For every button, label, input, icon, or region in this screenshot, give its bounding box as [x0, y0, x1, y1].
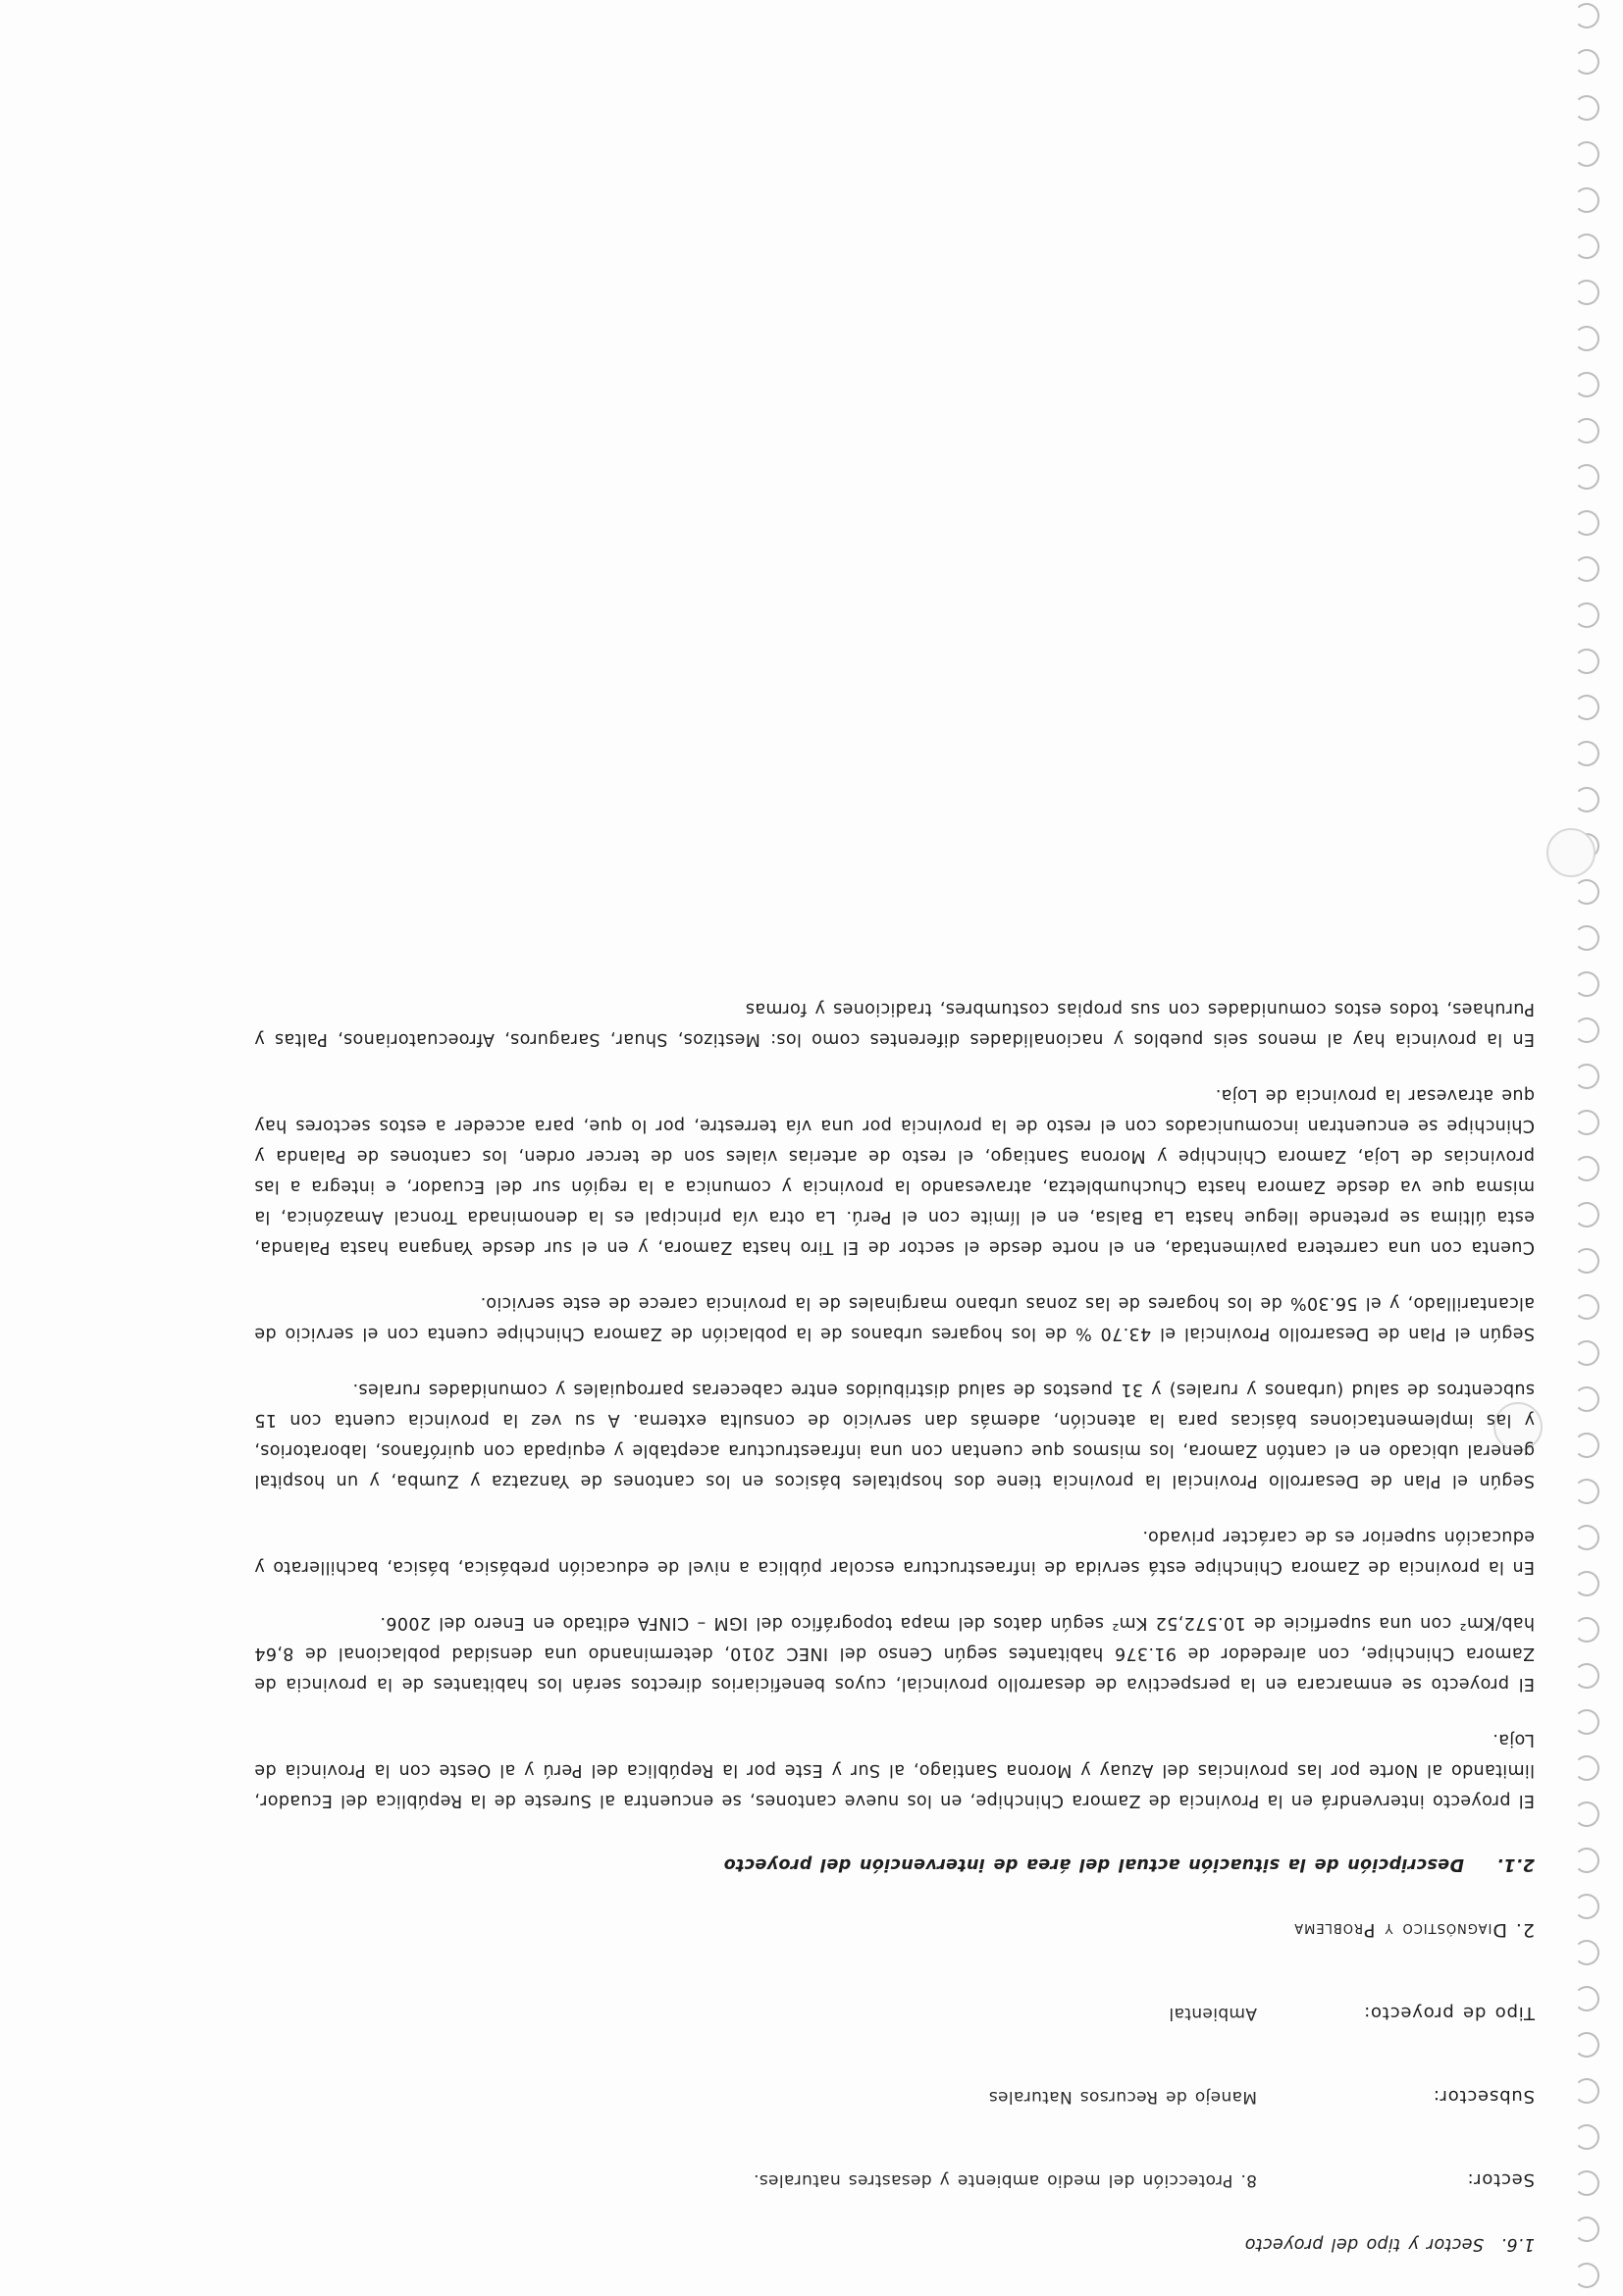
- section-number: 2.1.: [1495, 1854, 1535, 1874]
- section-2-heading: [254, 1914, 1535, 1945]
- binding-ring: [1574, 2170, 1599, 2196]
- paragraph: En la provincia hay al menos seis pueblos y nacionalidades diferentes como los: Mestizos, Shuar, Saraguros, Afroecuatorianos, Paltas y Puruhaes, todos estos comunidades con sus propias costumbres, tradiciones y formas: [254, 999, 1535, 1049]
- binding-ring: [1574, 787, 1599, 812]
- binding-ring: [1574, 1110, 1599, 1135]
- binding-ring: [1574, 372, 1599, 397]
- binding-ring: [1574, 1894, 1599, 1919]
- binding-ring: [1574, 464, 1599, 490]
- binding-ring: [1574, 2217, 1599, 2242]
- binding-ring: [1574, 1479, 1599, 1504]
- binding-ring: [1574, 510, 1599, 536]
- field-project-type: [254, 1998, 1535, 2028]
- binding-ring: [1574, 2263, 1599, 2288]
- field-value: 8. Protección del medio ambiente y desastres naturales.: [753, 2170, 1257, 2190]
- paragraph: Según el Plan de Desarrollo Provincial el 43.70 % de los hogares urbanos de la población de Zamora Chinchipe cuenta con el servicio de alcantarillado, y el 56.30% de los hogares de las zonas urbano marginales de la provincia carece de este servicio.: [254, 1293, 1535, 1343]
- binding-ring: [1574, 925, 1599, 951]
- binding-ring: [1574, 695, 1599, 720]
- binding-ring: [1574, 602, 1599, 628]
- paragraph: Según el Plan de Desarrollo Provincial la provincia tiene dos hospitales básicos en los cantones de Yanzatza y Zumba, y un hospital general ubicado en el cantón Zamora, los mismos que cuentan con una infraestructura aceptable y equipada con quirófanos, laboratorios, y las implementaciones básicas para la atención, además dan servicio de consulta externa. A su vez la provincia cuenta con 15 subcentros de salud (urbanos y rurales) y 31 puestos de salud distribuidos entre cabeceras parroquiales y comunidades rurales.: [254, 1380, 1535, 1490]
- field-label: Subsector:: [1433, 2086, 1535, 2107]
- binding-ring: [1574, 234, 1599, 259]
- paragraph: El proyecto se enmarcara en la perspectiva de desarrollo provincial, cuyos beneficiarios directos serán los habitantes de la provincia de Zamora Chinchipe, con alrededor de 91.376 habitantes según Censo del INEC 2010, determinando una densidad poblacional de 8,64 hab/Km² con una superficie de 10.572,52 Km² según datos del mapa topográfico del IGM – CINFA editado en Enero del 2006.: [254, 1613, 1535, 1694]
- binding-ring: [1574, 556, 1599, 582]
- binding-ring: [1574, 1663, 1599, 1689]
- binding-ring: [1574, 1617, 1599, 1643]
- binding-ring: [1574, 1709, 1599, 1735]
- section-title: Descripción de la situación actual del área de intervención del proyecto: [723, 1854, 1464, 1874]
- binding-ring: [1574, 1340, 1599, 1366]
- binding-ring: [1574, 326, 1599, 351]
- binding-ring: [1574, 1064, 1599, 1089]
- paragraph: Cuenta con una carretera pavimentada, en el norte desde el sector de El Tiro hasta Zamora, y en el sur desde Yangana hasta Palanda, esta última se pretende llegue hasta La Balsa, en el límite con el Perú. La otra vía principal es la denominada Troncal Amazónica, la misma que va desde Zamora hasta Chuchumbletza, atravesando la provincia y comunica a la región sur del Ecuador, e integra a las provincias de Loja, Zamora Chinchipe y Morona Santiago, el resto de arterias viales son de tercer orden, los cantones de Palanda y Chinchipe se encuentran incomunicados con el resto de la provincia por una vía terrestre, por lo que, para acceder a estos sectores hay que atravesar la provincia de Loja.: [254, 1085, 1535, 1257]
- binding-ring: [1574, 1848, 1599, 1873]
- binding-ring: [1574, 1294, 1599, 1320]
- binding-ring: [1574, 971, 1599, 997]
- field-label: Tipo de proyecto:: [1363, 2003, 1535, 2023]
- binding-ring: [1574, 1986, 1599, 2011]
- binding-ring: [1574, 1433, 1599, 1458]
- binding-ring: [1574, 95, 1599, 121]
- binding-ring: [1574, 1525, 1599, 1550]
- binding-ring: [1574, 1571, 1599, 1596]
- binding-ring: [1574, 649, 1599, 674]
- binding-ring: [1574, 1386, 1599, 1412]
- binding-ring: [1574, 280, 1599, 305]
- section-title: Sector y tipo del proyecto: [1244, 2234, 1484, 2254]
- binding-ring: [1574, 187, 1599, 213]
- section-2-1-heading: [254, 1849, 1535, 1879]
- binding-ring: [1574, 1248, 1599, 1274]
- section-number: 1.6.: [1500, 2234, 1535, 2254]
- section-number: 2.: [1514, 1919, 1535, 1941]
- punch-hole: [1546, 828, 1596, 877]
- binding-ring: [1574, 1801, 1599, 1827]
- binding-ring: [1574, 879, 1599, 905]
- paragraph: El proyecto intervendrá en la Provincia de Zamora Chinchipe, en los nueve cantones, se encuentra al Sureste de la República del Ecuador, limitando al Norte por las provincias del Azuay y Morona Santiago, al Sur y Este por la República del Perú y al Oeste con la Provincia de Loja.: [254, 1730, 1535, 1810]
- field-label: Sector:: [1466, 2169, 1535, 2190]
- binding-ring: [1574, 49, 1599, 75]
- binding-ring: [1574, 418, 1599, 444]
- binding-ring: [1574, 1156, 1599, 1181]
- binding-ring: [1574, 3, 1599, 28]
- binding-ring: [1574, 1018, 1599, 1043]
- section-title: Diagnóstico y Problema: [1293, 1919, 1507, 1941]
- binding-ring: [1574, 741, 1599, 766]
- binding-ring: [1574, 141, 1599, 167]
- field-sector: [254, 2165, 1535, 2195]
- field-value: Manejo de Recursos Naturales: [988, 2087, 1257, 2107]
- binding-ring: [1574, 2032, 1599, 2058]
- binding-ring: [1574, 2124, 1599, 2150]
- binding-ring: [1574, 1755, 1599, 1781]
- binding-ring: [1574, 2078, 1599, 2104]
- spiral-binding: [1564, 0, 1623, 2296]
- field-value: Ambiental: [1169, 2004, 1257, 2023]
- binding-ring: [1574, 1940, 1599, 1965]
- paragraph: En la provincia de Zamora Chinchipe está servida de infraestructura escolar pública a nivel de educación prebásica, básica, bachillerato y educación superior es de carácter privado.: [254, 1527, 1535, 1577]
- section-1-6-heading: [254, 2228, 1535, 2259]
- document-body: [254, 967, 1535, 2259]
- binding-ring: [1574, 1202, 1599, 1227]
- field-subsector: [254, 2081, 1535, 2112]
